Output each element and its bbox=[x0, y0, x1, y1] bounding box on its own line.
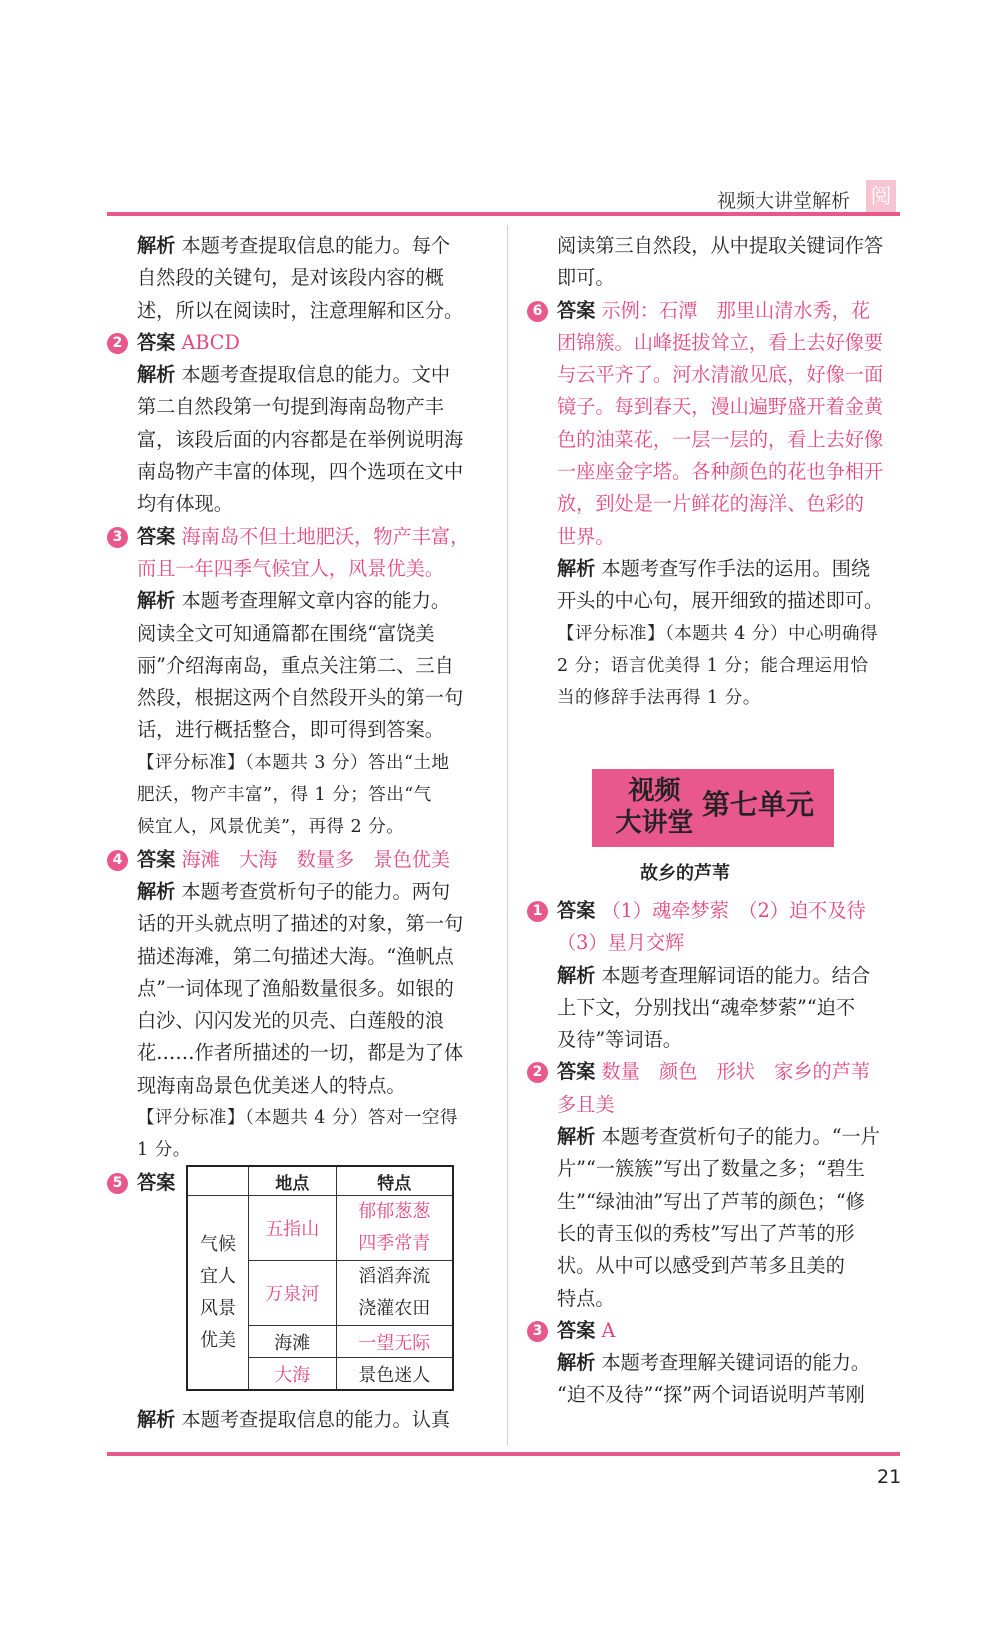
explain-text: 本题考查提取信息的能力。认真 bbox=[181, 1408, 451, 1431]
explain-label: 解析 bbox=[557, 556, 596, 580]
question-number-badge: 5 bbox=[107, 1173, 128, 1194]
explain-text: “迫不及待”“探”两个词语说明芦苇刚 bbox=[557, 1383, 865, 1407]
s3-explain bbox=[557, 1347, 900, 1412]
explain-label: 解析 bbox=[557, 1351, 596, 1375]
answer-label: 答案 bbox=[557, 1318, 596, 1342]
explain-text: 本题考查赏析句子的能力。两句 bbox=[181, 879, 451, 903]
table-cell-place: 海滩 bbox=[249, 1326, 337, 1358]
header-badge: 阅 bbox=[866, 180, 896, 212]
explain-text: 然段，根据这两个自然段开头的第一句 bbox=[137, 686, 464, 710]
table-cell-place: 大海 bbox=[249, 1358, 337, 1391]
feature-text: 滔滔奔流 bbox=[358, 1266, 431, 1287]
q3-score bbox=[137, 747, 475, 844]
table-cell-feature: 景色迷人 bbox=[336, 1358, 453, 1391]
explain-text: 话，进行概括整合，即可得到答案。 bbox=[137, 718, 444, 742]
table-header-feature: 特点 bbox=[336, 1166, 453, 1196]
explain-text: 均有体现。 bbox=[137, 492, 233, 516]
header-title: 视频大讲堂解析 bbox=[717, 190, 851, 212]
q4-score bbox=[137, 1102, 475, 1167]
explain-text: 话的开头就点明了描述的对象，第一句 bbox=[137, 912, 464, 936]
question-number-badge: 4 bbox=[107, 850, 128, 871]
row-label-text: 气候 bbox=[200, 1233, 236, 1255]
explain-text: 即可。 bbox=[557, 266, 615, 290]
explain-label: 解析 bbox=[557, 1125, 596, 1149]
explain-label: 解析 bbox=[137, 363, 176, 387]
answer-label: 答案 bbox=[137, 330, 176, 354]
explain-label: 解析 bbox=[137, 234, 176, 257]
question-number-badge: 3 bbox=[527, 1321, 548, 1342]
table-cell-place: 五指山 bbox=[249, 1196, 337, 1261]
explain-text: 长的青玉似的秀枝”写出了芦苇的形 bbox=[557, 1221, 855, 1245]
answer-text: （1）魂牵梦萦 （2）迫不及待 bbox=[601, 899, 866, 922]
q2-answer bbox=[112, 327, 475, 359]
s1-explain bbox=[557, 960, 900, 1057]
explain-text: 述，所以在阅读时，注意理解和区分。 bbox=[137, 298, 464, 322]
s3-answer bbox=[532, 1315, 900, 1347]
answer-text: 而且一年四季气候宜人，风景优美。 bbox=[137, 556, 444, 580]
score-text: 候宜人，风景优美”，再得 2 分。 bbox=[137, 817, 405, 838]
explain-label: 解析 bbox=[137, 589, 176, 613]
explain-text: 本题考查理解词语的能力。结合 bbox=[601, 963, 871, 987]
answer-label: 答案 bbox=[557, 899, 596, 922]
answer-text: 数量 颜色 形状 家乡的芦苇 bbox=[601, 1060, 871, 1084]
answer-label: 答案 bbox=[137, 1170, 176, 1194]
s1-answer bbox=[532, 895, 900, 960]
answer-text: A bbox=[601, 1318, 616, 1342]
explain-text: 本题考查理解文章内容的能力。 bbox=[181, 589, 451, 613]
row-label-text: 优美 bbox=[200, 1329, 236, 1351]
table-cell-place: 万泉河 bbox=[249, 1261, 337, 1326]
answer-label: 答案 bbox=[557, 298, 596, 322]
explain-text: 描述海滩，第二句描述大海。“渔帆点 bbox=[137, 944, 454, 968]
answer-label: 答案 bbox=[137, 524, 176, 548]
answer-text: 示例：石潭 那里山清水秀，花 bbox=[601, 298, 871, 322]
row-label-text: 风景 bbox=[200, 1297, 236, 1319]
answer-text: 一座座金字塔。各种颜色的花也争相开 bbox=[557, 460, 884, 484]
explain-text: 本题考查提取信息的能力。文中 bbox=[181, 363, 451, 387]
answer-label: 答案 bbox=[137, 847, 176, 871]
q5-explain bbox=[137, 1404, 475, 1436]
question-number-badge: 6 bbox=[527, 301, 548, 322]
column-divider bbox=[507, 225, 508, 1445]
intro-explain bbox=[137, 230, 475, 327]
explain-text: 阅读第三自然段，从中提取关键词作答 bbox=[557, 234, 884, 257]
right-column-lower bbox=[532, 895, 900, 1412]
explain-text: 特点。 bbox=[557, 1286, 615, 1310]
banner-left-text bbox=[602, 775, 707, 839]
explain-text: 现海南岛景色优美迷人的特点。 bbox=[137, 1073, 406, 1097]
q4-explain bbox=[137, 876, 475, 1102]
unit-banner bbox=[592, 769, 834, 847]
score-text: 【评分标准】（本题共 4 分）答对一空得 bbox=[137, 1108, 459, 1129]
section-title: 故乡的芦苇 bbox=[640, 863, 730, 884]
q6-answer bbox=[532, 295, 900, 553]
table-cell-feature: 一望无际 bbox=[336, 1326, 453, 1358]
explain-label: 解析 bbox=[137, 879, 176, 903]
answer-text: 多且美 bbox=[557, 1092, 615, 1116]
question-number-badge: 2 bbox=[107, 333, 128, 354]
explain-text: 白沙、闪闪发光的贝壳、白莲般的浪 bbox=[137, 1009, 444, 1033]
explain-text: 花……作者所描述的一切，都是为了体 bbox=[137, 1041, 464, 1065]
q2-explain bbox=[137, 359, 475, 520]
explain-text: 本题考查赏析句子的能力。“一片 bbox=[601, 1125, 880, 1149]
score-text: 【评分标准】（本题共 4 分）中心明确得 bbox=[557, 623, 879, 644]
answer-text: （3）星月交辉 bbox=[557, 931, 685, 955]
answer-text: 团锦簇。山峰挺拔耸立，看上去好像要 bbox=[557, 330, 884, 354]
left-column bbox=[112, 230, 475, 1199]
explain-text: 状。从中可以感受到芦苇多且美的 bbox=[557, 1254, 845, 1278]
explain-text: 本题考查写作手法的运用。围绕 bbox=[601, 556, 871, 580]
page-number: 21 bbox=[877, 1466, 902, 1488]
row-label-text: 宜人 bbox=[200, 1265, 236, 1287]
explain-text: 南岛物产丰富的体现，四个选项在文中 bbox=[137, 460, 464, 484]
top-rule bbox=[107, 212, 900, 216]
answer-text: 放，到处是一片鲜花的海洋、色彩的 bbox=[557, 492, 864, 516]
score-text: 肥沃，物产丰富”，得 1 分；答出“气 bbox=[137, 785, 432, 806]
explain-text: 及待”等词语。 bbox=[557, 1028, 682, 1052]
answer-text: 世界。 bbox=[557, 524, 615, 548]
q5-answer-table bbox=[186, 1165, 454, 1391]
explain-text: 点”一词体现了渔船数量很多。如银的 bbox=[137, 976, 454, 1000]
right-column bbox=[532, 230, 900, 714]
explain-text: 生”“绿油油”写出了芦苇的颜色；“修 bbox=[557, 1189, 865, 1213]
banner-line: 大讲堂 bbox=[615, 808, 694, 838]
table-cell-feature bbox=[336, 1261, 453, 1326]
answer-text: 镜子。每到春天，漫山遍野盛开着金黄 bbox=[557, 395, 884, 419]
score-text: 当的修辞手法再得 1 分。 bbox=[557, 688, 761, 709]
q3-explain bbox=[137, 585, 475, 746]
explain-text: 富，该段后面的内容都是在举例说明海 bbox=[137, 427, 464, 451]
answer-text: 海滩 大海 数量多 景色优美 bbox=[181, 847, 451, 871]
table-header-empty bbox=[187, 1166, 249, 1196]
q6-explain bbox=[557, 553, 900, 618]
banner-unit-title: 第七单元 bbox=[702, 788, 815, 821]
score-text: 1 分。 bbox=[137, 1140, 191, 1161]
explain-label: 解析 bbox=[137, 1408, 176, 1431]
score-text: 【评分标准】（本题共 3 分）答出“土地 bbox=[137, 752, 450, 773]
q4-answer bbox=[112, 844, 475, 876]
question-number-badge: 2 bbox=[527, 1062, 548, 1083]
explain-text: 丽”介绍海南岛，重点关注第二、三自 bbox=[137, 653, 454, 677]
explain-text: 自然段的关键句，是对该段内容的概 bbox=[137, 266, 444, 290]
feature-text: 四季常青 bbox=[358, 1233, 431, 1254]
feature-text: 郁郁葱葱 bbox=[358, 1201, 431, 1222]
explain-text: 本题考查理解关键词语的能力。 bbox=[601, 1351, 871, 1375]
explain-text: 片”“一簇簇”写出了数量之多；“碧生 bbox=[557, 1157, 865, 1181]
answer-text: 海南岛不但土地肥沃，物产丰富， bbox=[181, 524, 470, 548]
explain-text: 本题考查提取信息的能力。每个 bbox=[181, 234, 451, 257]
answer-text: ABCD bbox=[181, 330, 240, 354]
explain-text: 第二自然段第一句提到海南岛物产丰 bbox=[137, 395, 444, 419]
s2-answer bbox=[532, 1056, 900, 1121]
table-header-place: 地点 bbox=[249, 1166, 337, 1196]
explain-text: 开头的中心句，展开细致的描述即可。 bbox=[557, 589, 884, 613]
answer-text: 与云平齐了。河水清澈见底，好像一面 bbox=[557, 363, 884, 387]
explain-text: 阅读全文可知通篇都在围绕“富饶美 bbox=[137, 621, 435, 645]
explain-label: 解析 bbox=[557, 963, 596, 987]
score-text: 2 分；语言优美得 1 分；能合理运用恰 bbox=[557, 655, 869, 676]
continued-text bbox=[557, 230, 900, 295]
answer-label: 答案 bbox=[557, 1060, 596, 1084]
question-number-badge: 1 bbox=[527, 901, 548, 922]
explain-text: 上下文，分别找出“魂牵梦萦”“迫不 bbox=[557, 995, 856, 1019]
answer-text: 色的油菜花，一层一层的，看上去好像 bbox=[557, 427, 884, 451]
q3-answer bbox=[112, 521, 475, 586]
question-number-badge: 3 bbox=[107, 527, 128, 548]
s2-explain bbox=[557, 1121, 900, 1315]
banner-line: 视频 bbox=[628, 776, 681, 806]
bottom-rule bbox=[107, 1452, 900, 1456]
feature-text: 浇灌农田 bbox=[358, 1298, 431, 1319]
q6-score bbox=[557, 618, 900, 715]
table-row-label bbox=[187, 1196, 249, 1391]
table-cell-feature bbox=[336, 1196, 453, 1261]
